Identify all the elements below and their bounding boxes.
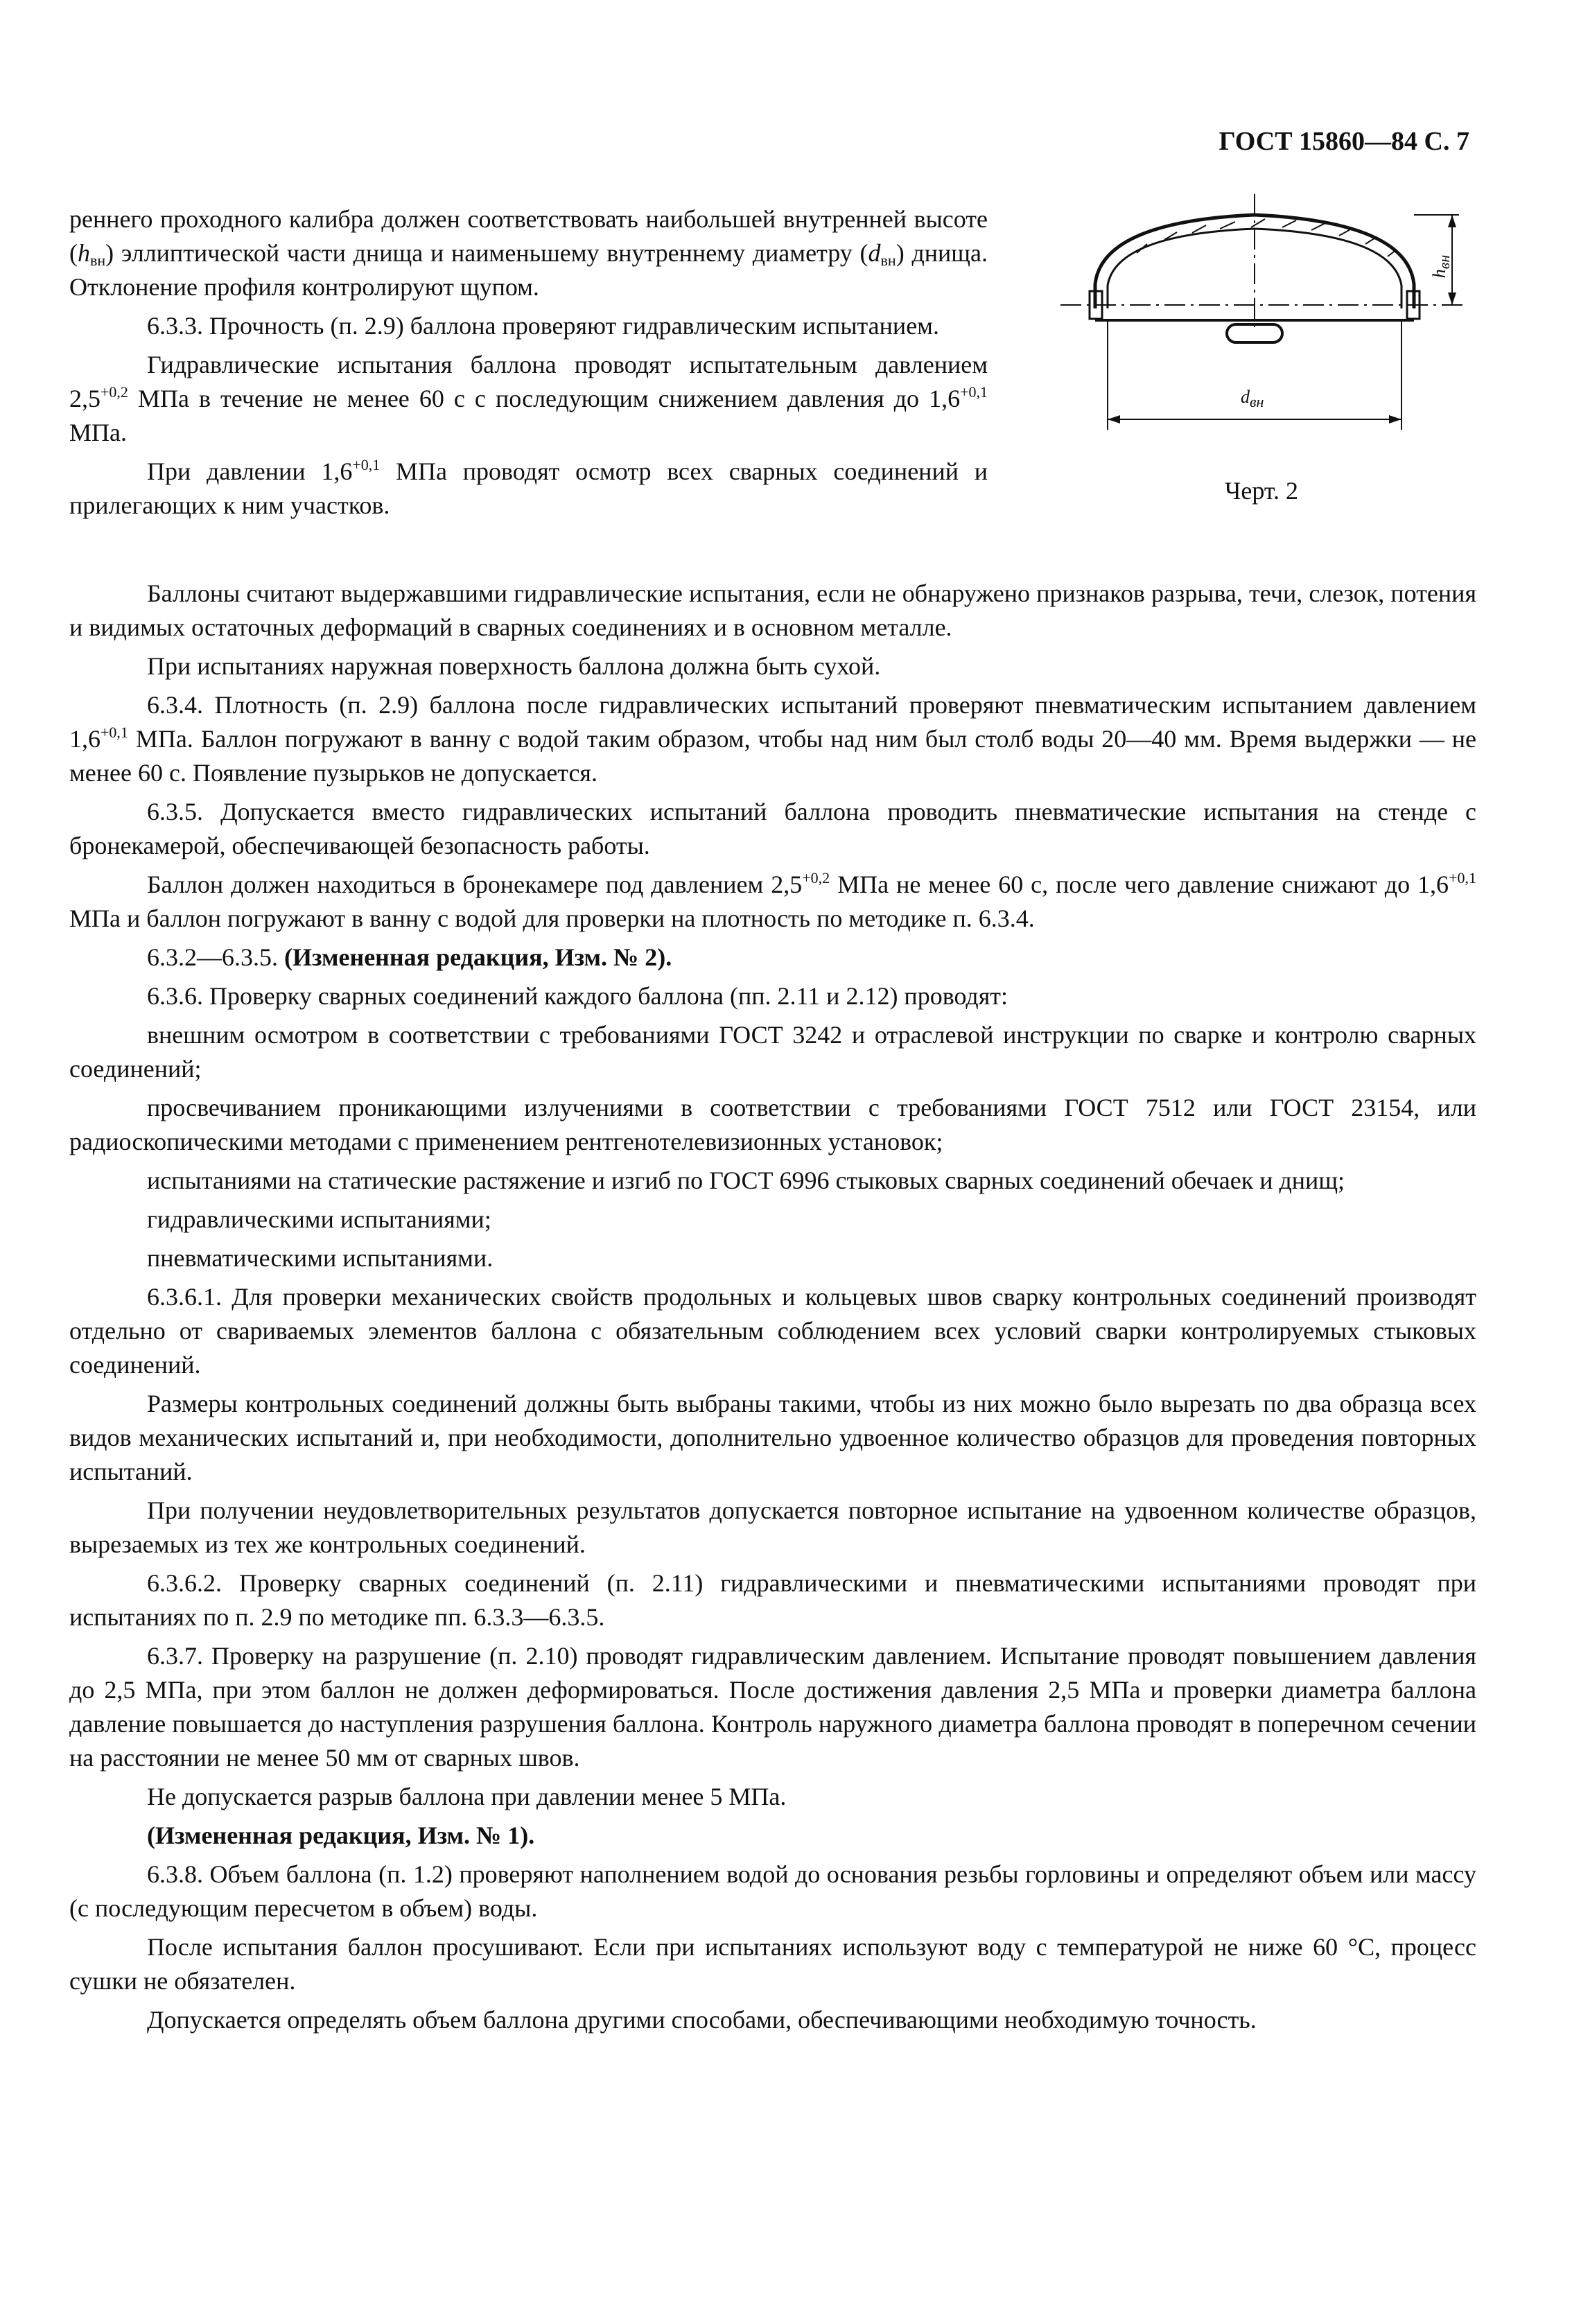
text-run: МПа.	[69, 419, 127, 446]
text-run: Гидравлические испытания баллона проводят испытательным давлением 2,5	[69, 351, 988, 412]
paragraph: 6.3.5. Допускается вместо гидравлических испытаний баллона проводить пневматические испытания на стенде с бронекамерой, обеспечивающей безопасность работы.	[69, 798, 1476, 859]
subscript: вн	[880, 252, 896, 269]
paragraph: Не допускается разрыв баллона при давлении менее 5 МПа.	[147, 1783, 787, 1810]
paragraph	[69, 455, 988, 523]
paragraph: Допускается определять объем баллона другими способами, обеспечивающими необходимую точность.	[147, 2006, 1257, 2034]
figure-caption: Черт. 2	[1225, 477, 1298, 505]
page-header: ГОСТ 15860—84 С. 7	[1219, 127, 1469, 156]
text-run: При давлении 1,6	[147, 457, 353, 485]
list-item: внешним осмотром в соответствии с требованиями ГОСТ 3242 и отраслевой инструкции по сварке и контролю сварных соединений;	[69, 1021, 1476, 1083]
top-text-block	[69, 202, 988, 527]
list-item: испытаниями на статические растяжение и изгиб по ГОСТ 6996 стыковых сварных соединений обечаек и днищ;	[147, 1167, 1345, 1194]
paragraph: 6.3.6. Проверку сварных соединений каждого баллона (пп. 2.11 и 2.12) проводят:	[147, 982, 1008, 1010]
text-run: 6.3.2—6.3.5.	[147, 943, 284, 971]
paragraph	[69, 348, 988, 450]
superscript: +0,1	[960, 383, 988, 401]
h-label: $h_{вн}$	[1429, 254, 1453, 279]
paragraph: После испытания баллон просушивают. Если при испытаниях используют воду с температурой не ниже 60 °С, процесс сушки не обязателен.	[69, 1933, 1476, 1995]
paragraph	[69, 202, 988, 304]
superscript: +0,2	[101, 383, 128, 401]
paragraph: 6.3.8. Объем баллона (п. 1.2) проверяют наполнением водой до основания резьбы горловины и определяют объем или массу (с последующим пересчетом в объем) воды.	[69, 1860, 1476, 1922]
paragraph: Баллоны считают выдержавшими гидравлические испытания, если не обнаружено признаков разрыва, течи, слезок, потения и видимых остаточных деформаций в сварных соединениях и в основном металле.	[69, 579, 1476, 641]
paragraph: Размеры контрольных соединений должны быть выбраны такими, чтобы из них можно было вырезать по два образца всех видов механических испытаний и, при необходимости, дополнительно удвоенное количество образцов для проведения повторных испытаний.	[69, 1390, 1476, 1485]
list-item: пневматическими испытаниями.	[147, 1244, 494, 1272]
paragraph: 6.3.3. Прочность (п. 2.9) баллона проверяют гидравлическим испытанием.	[147, 312, 939, 340]
text-run: реннего проходного калибра должен соответствовать наибольшей внутренней высоте (	[69, 205, 988, 267]
subscript: вн	[90, 252, 106, 269]
amendment-note: (Измененная редакция, Изм. № 1).	[147, 1821, 535, 1849]
paragraph: 6.3.6.1. Для проверки механических свойств продольных и кольцевых швов сварку контрольных соединений производят отдельно от свариваемых элементов баллона с обязательным соблюдением всех условий сварки контролируемых стыковых соединений.	[69, 1283, 1476, 1379]
text-run: МПа в течение не менее 60 с с последующим снижением давления до 1,6	[128, 385, 961, 412]
paragraph	[69, 868, 1476, 936]
text-run: МПа не менее 60 с, после чего давление снижают до 1,6	[830, 871, 1449, 898]
list-item: просвечиванием проникающими излучениями в соответствии с требованиями ГОСТ 7512 или ГОСТ 23154, или радиоскопическими методами с применением рентгенотелевизионных установок;	[69, 1094, 1476, 1155]
figure-dished-end	[1054, 194, 1469, 520]
dished-end-drawing	[1054, 194, 1469, 471]
text-run: Баллон должен находиться в бронекамере под давлением 2,5	[147, 871, 803, 898]
symbol-d: d	[868, 239, 881, 267]
paragraph	[69, 941, 1476, 975]
main-text-block	[69, 577, 1476, 2042]
symbol-h: h	[78, 239, 90, 267]
text-run: 6.3.4. Плотность (п. 2.9) баллона после гидравлических испытаний проверяют пневматическим испытанием давлением 1,6	[69, 691, 1476, 753]
text-run: ) днища. Отклонение профиля контролируют щупом.	[69, 239, 988, 301]
superscript: +0,1	[352, 456, 381, 473]
text-run: МПа проводят осмотр всех сварных соединений и прилегающих к ним участков.	[69, 457, 988, 519]
d-label: $d_{вн}$	[1241, 387, 1264, 410]
superscript: +0,1	[1449, 869, 1476, 886]
amendment-note: (Измененная редакция, Изм. № 2).	[284, 943, 672, 971]
superscript: +0,1	[101, 724, 128, 741]
text-run: МПа и баллон погружают в ванну с водой для проверки на плотность по методике п. 6.3.4.	[69, 905, 1035, 932]
paragraph: При испытаниях наружная поверхность баллона должна быть сухой.	[147, 652, 881, 680]
text-run: ) эллиптической части днища и наименьшему внутреннему диаметру (	[105, 239, 868, 267]
paragraph: При получении неудовлетворительных результатов допускается повторное испытание на удвоенном количестве образцов, вырезаемых из тех же контрольных соединений.	[69, 1496, 1476, 1558]
paragraph	[69, 688, 1476, 790]
text-run: МПа. Баллон погружают в ванну с водой таким образом, чтобы над ним был столб воды 20—40 мм. Время выдержки — не менее 60 с. Появление пузырьков не допускается.	[69, 725, 1476, 787]
paragraph: 6.3.6.2. Проверку сварных соединений (п. 2.11) гидравлическими и пневматическими испытаниями проводят при испытаниях по п. 2.9 по методике пп. 6.3.3—6.3.5.	[69, 1569, 1476, 1631]
superscript: +0,2	[802, 869, 830, 886]
paragraph: 6.3.7. Проверку на разрушение (п. 2.10) проводят гидравлическим давлением. Испытание проводят повышением давления до 2,5 МПа, при этом баллон не должен деформироваться. После достижения давления 2,5 МПа и проверки диаметра баллона давление повышается до наступления разрушения баллона. Контроль наружного диаметра баллона проводят в поперечном сечении на расстоянии не менее 50 мм от сварных швов.	[69, 1642, 1476, 1772]
list-item: гидравлическими испытаниями;	[147, 1205, 491, 1233]
